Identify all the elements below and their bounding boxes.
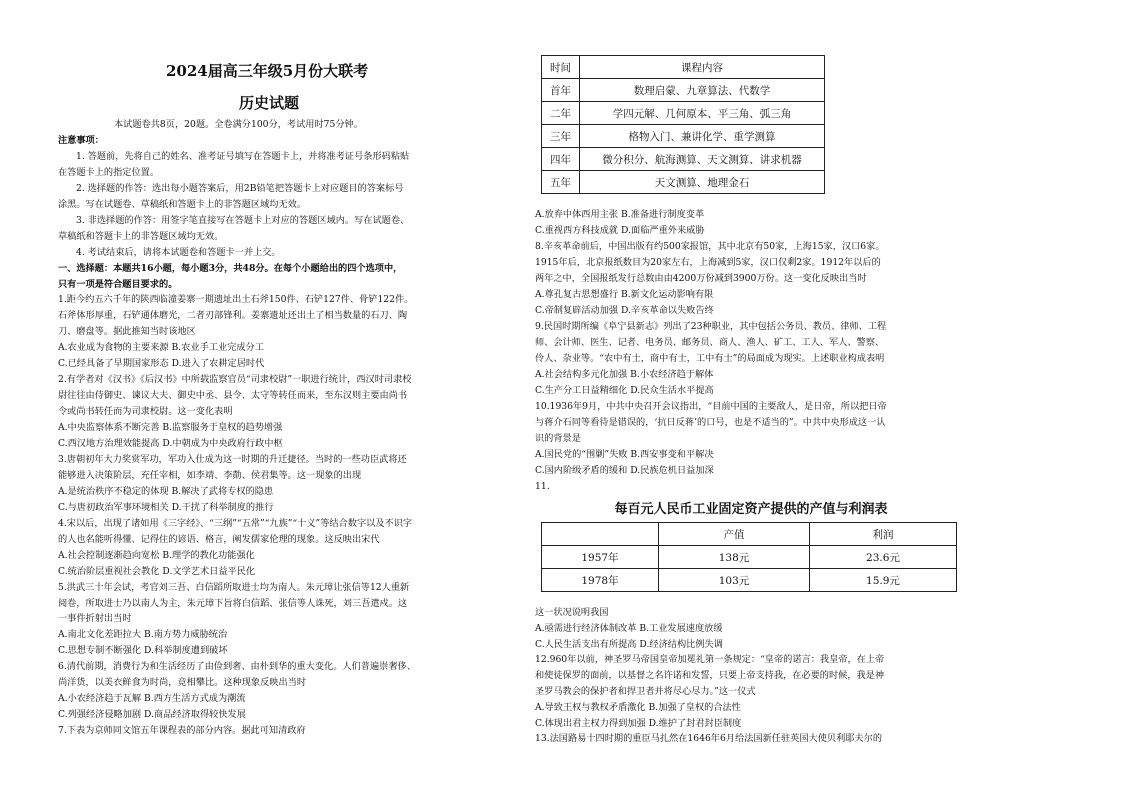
- text-line: A.导致王权与教权矛盾激化 B.加强了皇权的合法性: [535, 701, 741, 713]
- text-line: 1. 答题前，先将自己的姓名、准考证号填写在答题卡上，并将准考证号条形码粘贴: [76, 150, 410, 162]
- text-line: 石斧体形厚重，石铲通体磨光，二者刃部锋利。姜寨遗址还出土了相当数量的石刀、陶: [58, 310, 408, 322]
- table-row: [542, 102, 825, 125]
- text-line: 和使徒保罗的面前，以基督之名许诺和发誓，只要上帝支持我，在必要的时候，我是神: [535, 670, 885, 682]
- text-line: A.是统治秩序不稳定的体现 B.解决了武将专权的隐患: [58, 485, 274, 497]
- text-line: 一、选择题：本题共16小题，每小题3分，共48分。在每个小题给出的四个选项中，: [58, 262, 403, 274]
- table-cell: 格物入门、兼讲化学、重学测算: [580, 125, 825, 148]
- table-cell: 15.9元: [810, 569, 957, 592]
- table-header-cell: 时间: [542, 56, 580, 79]
- exam-title: 2024届高三年级5月份大联考: [166, 62, 369, 80]
- text-line: A.国民党的“围剿”失败 B.西安事变和平解决: [535, 449, 714, 460]
- text-line: 3. 非选择题的作答：用签字笔直接写在答题卡上对应的答题区域内。写在试题卷、: [76, 214, 410, 226]
- course-table: [541, 55, 825, 194]
- text-line: 5.洪武三十年会试，考官刘三吾、白信蹈所取进士均为南人。朱元璋让张信等12人重新: [58, 581, 410, 593]
- text-line: 注意事项：: [58, 134, 104, 146]
- text-line: A.小农经济趋于瓦解 B.西方生活方式成为潮流: [58, 693, 246, 705]
- table-header-cell: 产值: [659, 523, 810, 546]
- text-line: 能够进入决策阶层，充任宰相，如李靖、李勣、侯君集等。这一现象的出现: [58, 469, 362, 481]
- asset-table: [541, 522, 957, 592]
- text-line: C.统治阶层重视社会教化 D.文学艺术日益平民化: [58, 565, 256, 577]
- text-line: 识的背景是: [535, 433, 581, 444]
- table-cell: 23.6元: [810, 546, 957, 569]
- text-line: C.与唐初政治军事环境相关 D.干扰了科举制度的推行: [58, 501, 274, 513]
- table-cell: 数理启蒙、九章算法、代数学: [580, 79, 825, 102]
- asset-table-title: 每百元人民币工业固定资产提供的产值与利润表: [614, 502, 888, 517]
- text-line: A.社会结构多元化加强 B.小农经济趋于解体: [535, 369, 714, 380]
- text-line: 本试题卷共8页，20题。全卷满分100分，考试用时75分钟。: [114, 119, 363, 130]
- table-row: [542, 569, 957, 592]
- text-line: 这一状况说明我国: [535, 607, 609, 618]
- table-header-cell: [542, 523, 659, 546]
- text-line: A.农业成为食物的主要来源 B.农业手工业完成分工: [58, 342, 264, 354]
- text-line: 刀、磨盘等。据此推知当时该地区: [58, 326, 196, 338]
- table-cell: 微分积分、航海测算、天文测算、讲求机器: [580, 148, 825, 171]
- text-line: 尉往往由侍御史、谏议大夫、御史中丞、县令、太守等转任而来，至东汉则主要由尚书: [58, 390, 408, 402]
- table-header-row: [542, 523, 957, 546]
- text-line: 13.法国路易十四时期的重臣马扎然在1646年6月给法国新任驻英国大使贝利耶夫尔的: [535, 733, 883, 745]
- text-line: 4.宋以后，出现了诸如用《三字经》、“三纲”“五常”“九族”“十义”等结合数字以及不识字: [58, 517, 413, 529]
- text-line: A.放弃中体西用主张 B.准备进行制度变革: [535, 209, 705, 220]
- table-cell: 138元: [659, 546, 810, 569]
- text-line: 草稿纸和答题卡上的非答题区域均无效。: [58, 230, 224, 242]
- text-line: 伶人、杂业等。“农中有士，商中有士，工中有士”的局面成为现实。上述职业构成表明: [535, 353, 885, 364]
- text-line: 2. 选择题的作答：选出每小题答案后，用2B铅笔把答题卡上对应题目的答案标号: [76, 182, 404, 194]
- subject-title: 历史试题: [239, 94, 300, 112]
- table-header-cell: 课程内容: [580, 56, 825, 79]
- text-line: 与蒋介石同等看待是错误的，‘抗日反蒋’的口号，也是不适当的”。中共中央形成这一认: [535, 417, 886, 428]
- text-line: 一事件折射出当时: [58, 613, 132, 625]
- text-line: 4. 考试结束后，请将本试题卷和答题卡一并上交。: [76, 246, 281, 258]
- text-line: C.西汉地方治理效能提高 D.中朝成为中央政府行政中枢: [58, 438, 283, 449]
- table-cell: 103元: [659, 569, 810, 592]
- table-row: [542, 546, 957, 569]
- table-cell: 1978年: [542, 569, 659, 592]
- text-line: 11.: [535, 481, 550, 492]
- text-line: C.人民生活支出有所提高 D.经济结构比例失调: [535, 638, 723, 650]
- text-line: 尚洋货，以美衣鲜食为时尚，竞相攀比。这种现象反映出当时: [58, 677, 307, 689]
- text-line: 两年之中，全国报纸发行总数由由4200万份减到3900万份。这一变化反映出当时: [535, 273, 867, 284]
- table-cell: 首年: [542, 79, 580, 102]
- text-line: A.中央监察体系不断完善 B.监察服务于皇权的趋势增强: [58, 422, 283, 434]
- text-line: 1.距今约五六千年的陕西临潼姜寨一期遗址出土石斧150件、石铲127件、骨铲122件。: [58, 294, 414, 306]
- text-line: A.南北文化差距拉大 B.南方势力威胁统治: [58, 629, 228, 641]
- text-line: 3.唐朝初年大力奖赏军功，军功入仕成为这一时期的升迁捷径。当时的一些功臣武将还: [58, 453, 407, 465]
- text-line: A.尊孔复古思想盛行 B.新文化运动影响有限: [535, 289, 714, 300]
- text-line: C.重视西方科技成就 D.面临严重外来威胁: [535, 225, 705, 236]
- table-row: [542, 125, 825, 148]
- text-line: 7.下表为京师同文馆五年课程表的部分内容。据此可知清政府: [58, 725, 306, 737]
- table-cell: 五年: [542, 171, 580, 194]
- text-line: C.帝制复辟活动加强 D.辛亥革命以失败告终: [535, 305, 714, 316]
- text-line: 涂黑。写在试题卷、草稿纸和答题卡上的非答题区域均无效。: [58, 198, 307, 210]
- table-cell: 学四元解、几何原本、平三角、弧三角: [580, 102, 825, 125]
- table-cell: 天文测算、地理金石: [580, 171, 825, 194]
- text-line: C.思想专制不断强化 D.科举制度遭到破坏: [58, 645, 228, 657]
- text-line: A.亟需进行经济体制改革 B.工业发展速度放缓: [535, 622, 723, 634]
- table-cell: 二年: [542, 102, 580, 125]
- text-line: C.体现出君主权力得到加强 D.维护了封君封臣制度: [535, 717, 742, 729]
- text-line: 令或尚书转任而为司隶校尉。这一变化表明: [58, 406, 233, 418]
- text-line: 的人也名能听得懂、记得住的谚语、格言，阐发儒家伦理的现象。这反映出宋代: [58, 533, 380, 545]
- text-line: A.社会控制逐渐趋向宽松 B.理学的教化功能强化: [58, 549, 255, 561]
- table-cell: 四年: [542, 148, 580, 171]
- text-line: 8.辛亥革命前后，中国出版有约500家报馆，其中北京有50家，上海15家，汉口6家。: [535, 241, 885, 252]
- table-header-row: [542, 56, 825, 79]
- text-line: C.国内阶级矛盾的缓和 D.民族危机日益加深: [535, 465, 714, 476]
- text-line: 师、会计师、医生、记者、电务员、邮务员、商人、渔人、矿工、工人、军人、警察、: [535, 337, 885, 348]
- text-line: 圣罗马教会的保护者和捍卫者并将尽心尽力。”这一仪式: [535, 686, 756, 697]
- text-line: 6.清代前期，消费行为和生活经历了由俭到奢、由朴到华的重大变化。人们普遍崇奢侈、: [58, 661, 416, 673]
- text-line: 2.有学者对《汉书》《后汉书》中所载监察官员“司隶校尉”一职进行统计，西汉时司隶校: [58, 374, 412, 386]
- table-header-cell: 利润: [810, 523, 957, 546]
- text-line: 9.民国时期所编《阜宁县新志》列出了23种职业，其中包括公务员、教员、律师、工程: [535, 321, 887, 332]
- text-line: 阅卷，所取进士乃以南人为主，朱元璋下旨将白信蹈、张信等人诛死，刘三吾遣戍。这: [58, 597, 408, 609]
- text-line: 只有一项是符合题目要求的。: [58, 278, 178, 290]
- table-row: [542, 148, 825, 171]
- text-line: 10.1936年9月，中共中央召开会议指出，“目前中国的主要敌人，是日帝，所以把日帝: [535, 401, 887, 412]
- text-line: C.列强经济侵略加剧 D.商品经济取得较快发展: [58, 709, 246, 721]
- text-line: C.已经具备了早期国家形态 D.进入了农耕定居时代: [58, 358, 265, 370]
- table-cell: 1957年: [542, 546, 659, 569]
- table-row: [542, 171, 825, 194]
- text-line: 在答题卡上的指定位置。: [58, 166, 160, 178]
- table-cell: 三年: [542, 125, 580, 148]
- text-line: 12.960年以前，神圣罗马帝国皇帝加冕礼第一条规定：“皇帝的诺言：我皇帝，在上帝: [535, 654, 885, 666]
- text-line: 1915年后，北京报纸数目为20家左右，上海减到5家，汉口仅剩2家。1912年以后的: [535, 257, 881, 268]
- table-row: [542, 79, 825, 102]
- text-line: C.生产分工日益精细化 D.民众生活水平提高: [535, 385, 714, 396]
